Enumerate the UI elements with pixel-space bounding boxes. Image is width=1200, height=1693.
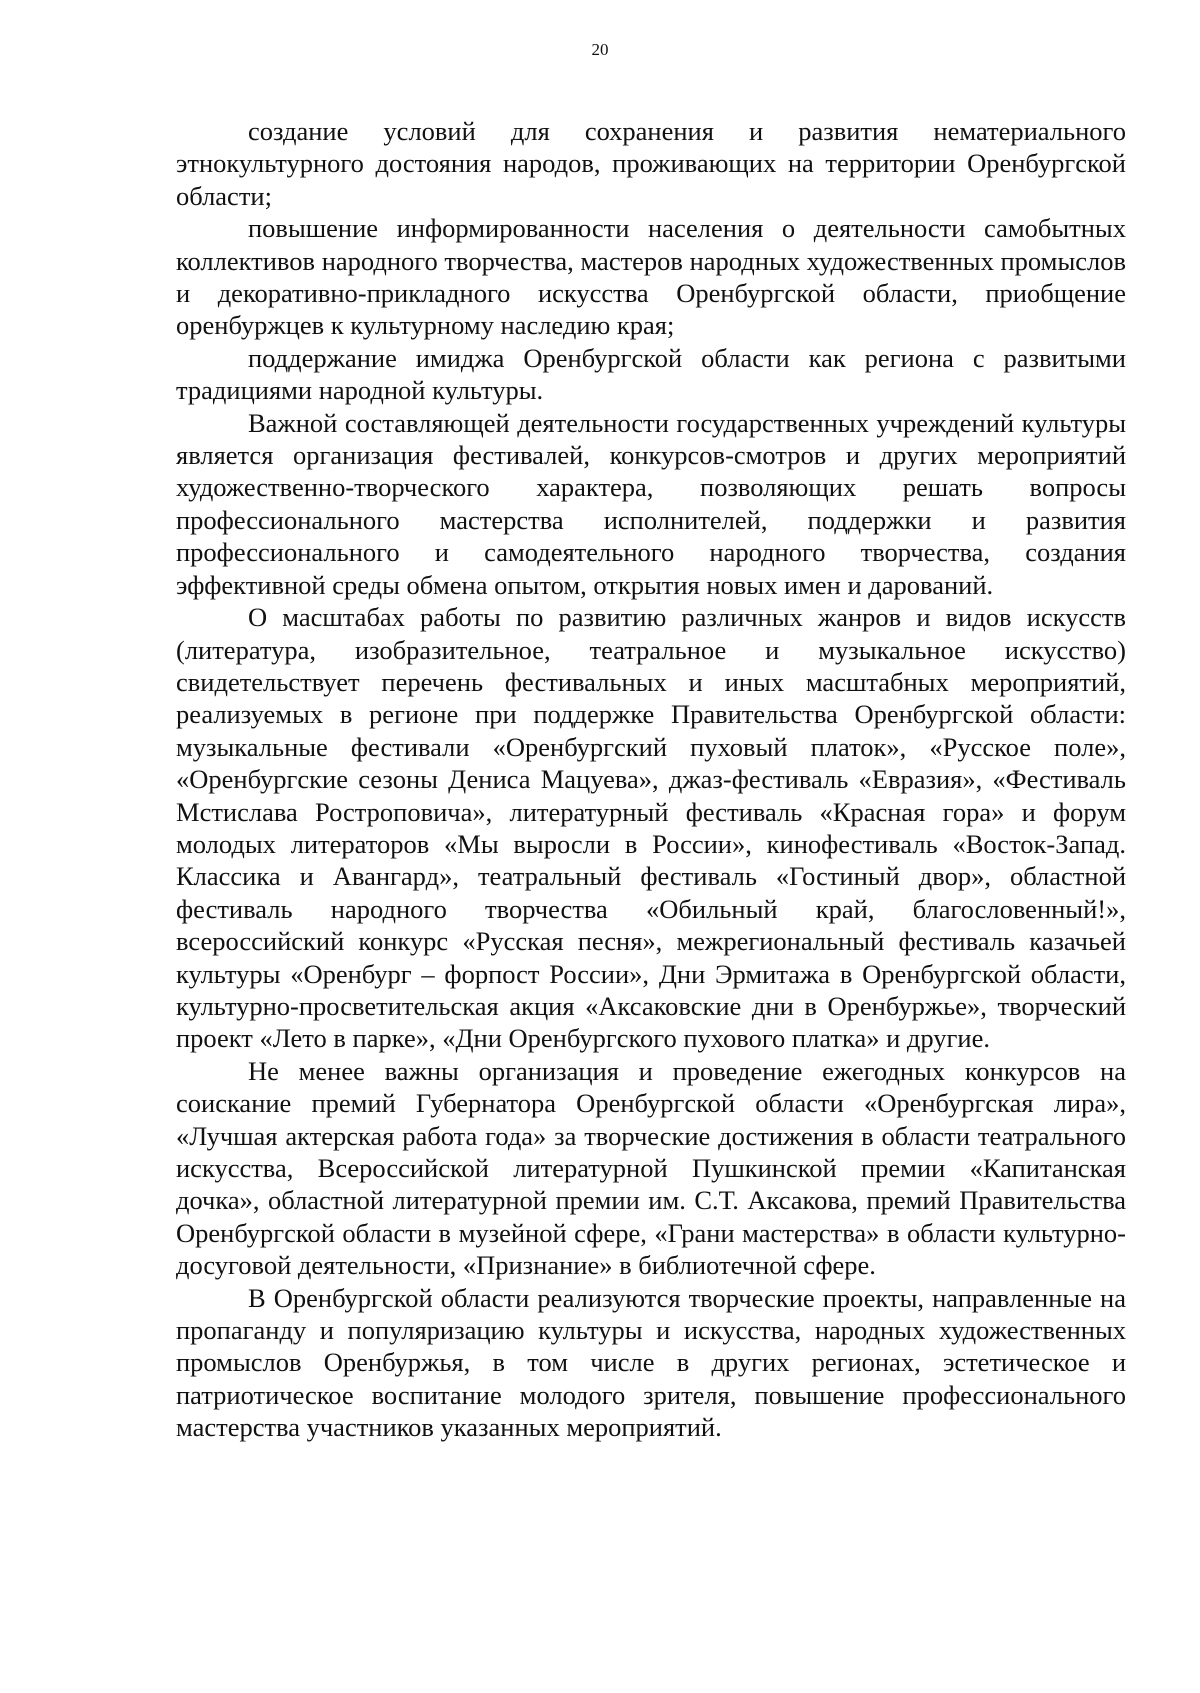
paragraph-4: Важной составляющей деятельности государственных учреждений культуры является организация фестивалей, конкурсов-смотров и других мероприятий художественно-творческого характера, позволяющих решать вопросы профессионального мастерства исполнителей, поддержки и развития профессионального и самодеятельного народного творчества, создания эффективной среды обмена опытом, открытия новых имен и дарований. [176, 407, 1126, 600]
paragraph-6: Не менее важны организация и проведение ежегодных конкурсов на соискание премий Губернатора Оренбургской области «Оренбургская лира», «Лучшая актерская работа года» за творческие достижения в области театрального искусства, Всероссийской литературной Пушкинской премии «Капитанская дочка», областной литературной премии им. С.Т. Аксакова, премий Правительства Оренбургской области в музейной сфере, «Грани мастерства» в области культурно-досуговой деятельности, «Признание» в библиотечной сфере. [176, 1055, 1126, 1281]
paragraph-2: повышение информированности населения о деятельности самобытных коллективов народного творчества, мастеров народных художественных промыслов и декоративно-прикладного искусства Оренбургской области, приобщение оренбуржцев к культурному наследию края; [176, 213, 1126, 341]
paragraph-5: О масштабах работы по развитию различных жанров и видов искусств (литература, изобразительное, театральное и музыкальное искусство) свидетельствует перечень фестивальных и иных масштабных мероприятий, реализуемых в регионе при поддержке Правительства Оренбургской области: музыкальные фестивали «Оренбургский пуховый платок», «Русское поле», «Оренбургские сезоны Дениса Мацуева», джаз-фестиваль «Евразия», «Фестиваль Мстислава Ростроповича», литературный фестиваль «Красная гора» и форум молодых литераторов «Мы выросли в России», кинофестиваль «Восток-Запад. Классика и Авангард», театральный фестиваль «Гостиный двор», областной фестиваль народного творчества «Обильный край, благословенный!», всероссийский конкурс «Русская песня», межрегиональный фестиваль казачьей культуры «Оренбург – форпост России», Дни Эрмитажа в Оренбургской области, культурно-просветительская акция «Аксаковские дни в Оренбуржье», творческий проект «Лето в парке», «Дни Оренбургского пухового платка» и другие. [176, 602, 1126, 1054]
page-number: 20 [591, 40, 609, 59]
document-body [176, 115, 1126, 1444]
paragraph-3: поддержание имиджа Оренбургской области как региона с развитыми традициями народной культуры. [176, 342, 1126, 406]
paragraph-7: В Оренбургской области реализуются творческие проекты, направленные на пропаганду и популяризацию культуры и искусства, народных художественных промыслов Оренбуржья, в том числе в других регионах, эстетическое и патриотическое воспитание молодого зрителя, повышение профессионального мастерства участников указанных мероприятий. [176, 1282, 1126, 1443]
paragraph-1: создание условий для сохранения и развития нематериального этнокультурного достояния народов, проживающих на территории Оренбургской области; [176, 116, 1126, 211]
